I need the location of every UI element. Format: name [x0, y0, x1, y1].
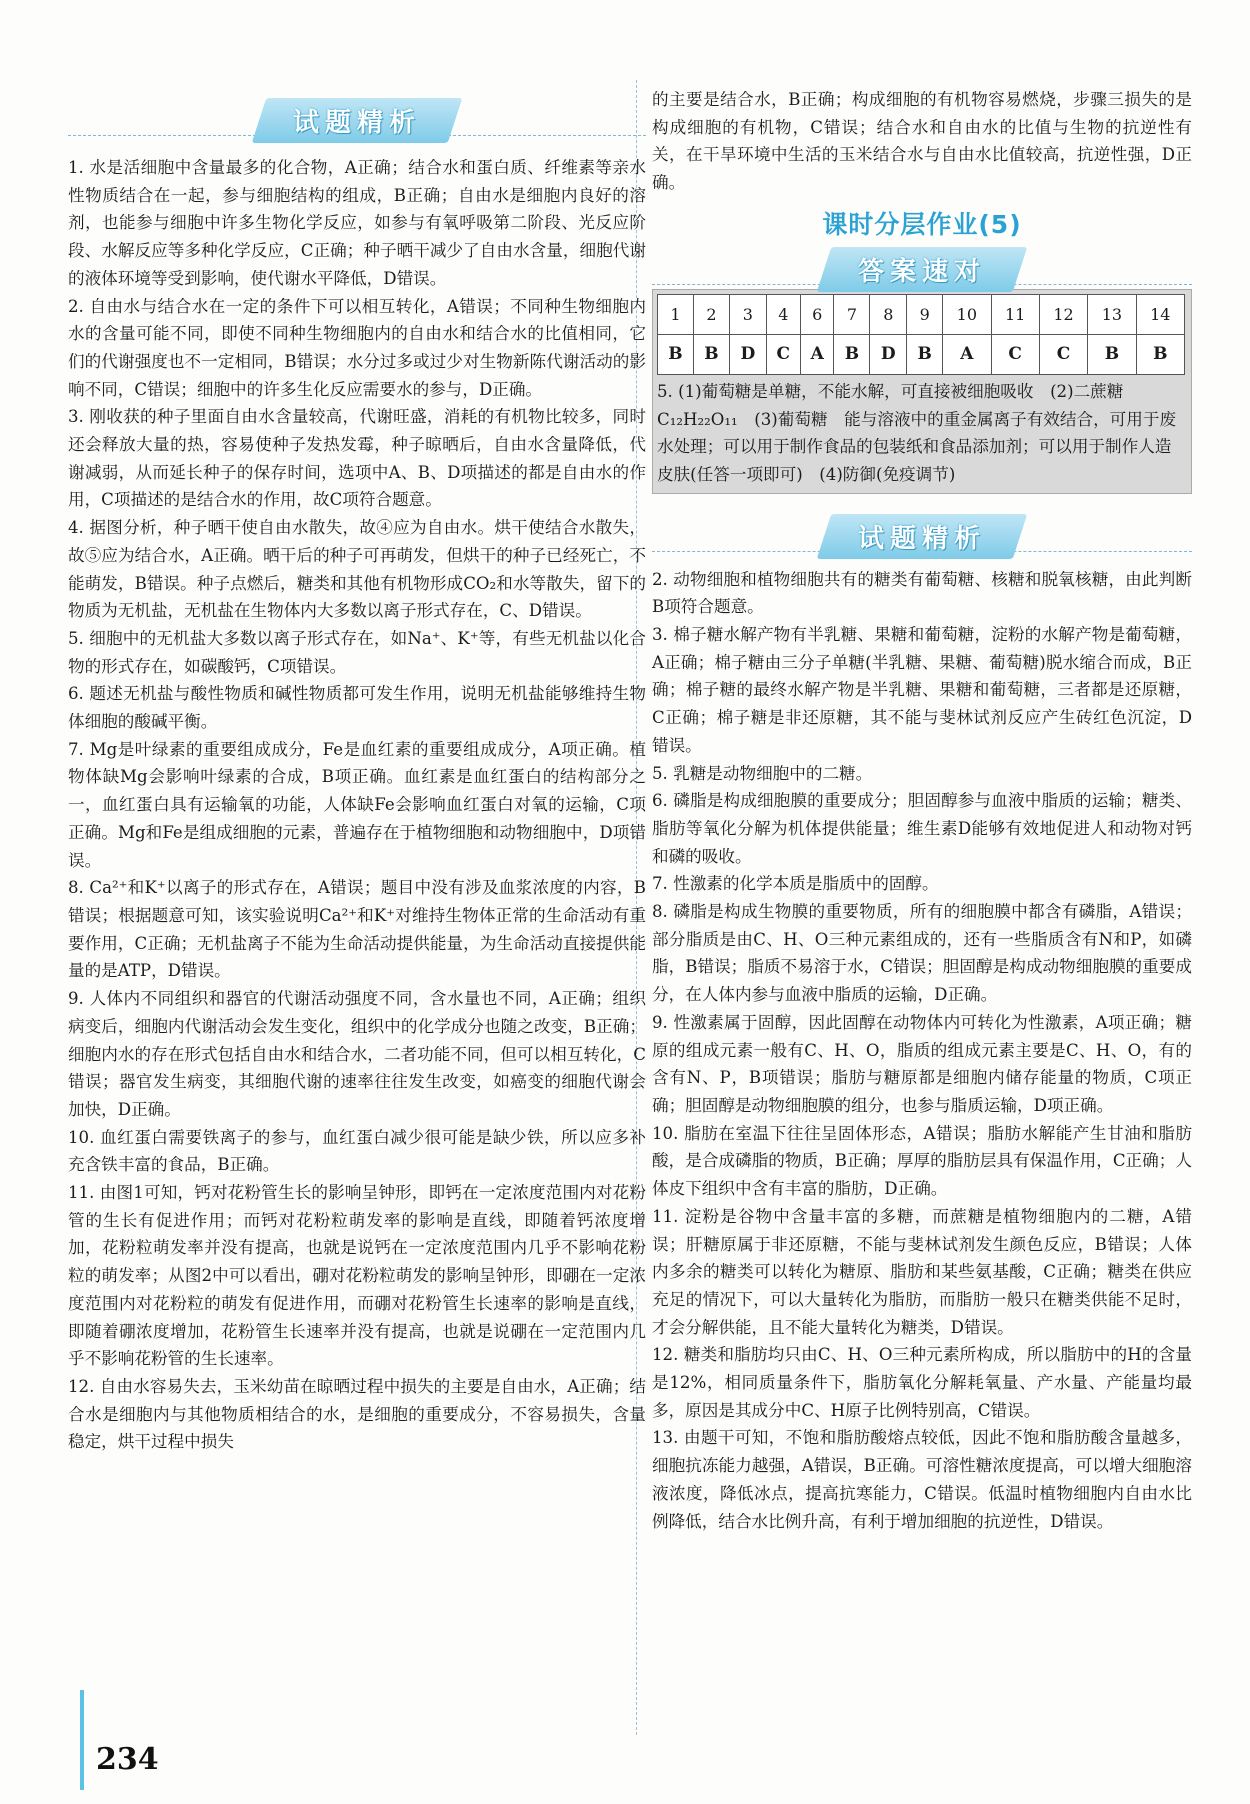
answer-letter: B: [1088, 334, 1136, 374]
page-number: 234: [96, 1742, 159, 1777]
answer-letter: A: [800, 334, 834, 374]
answer-number: 12: [1039, 294, 1087, 334]
explanation-item: 9. 性激素属于固醇，因此固醇在动物体内可转化为性激素，A项正确；糖原的组成元素一般有C、H、O，脂质的组成元素主要是C、H、O，有的含有N、P，B项错误；脂肪与糖原都是细胞内储存能量的物质，C项正确；胆固醇是动物细胞膜的组分，也参与脂质运输，D项正确。: [652, 1012, 1192, 1115]
answer-box: [652, 289, 1192, 494]
explanation-item: 5. 乳糖是动物细胞中的二糖。: [652, 763, 873, 783]
answer-letter: C: [766, 334, 800, 374]
answer-number: 6: [800, 294, 834, 334]
answer-letter: A: [943, 334, 991, 374]
explanation-item: 7. 性激素的化学本质是脂质中的固醇。: [652, 874, 939, 894]
explanation-item: 6. 磷脂是构成细胞膜的重要成分；胆固醇参与血液中脂质的运输；糖类、脂肪等氧化分解为机体提供能量；维生素D能够有效地促进人和动物对钙和磷的吸收。: [652, 791, 1192, 866]
section-heading-left: 试题精析: [292, 108, 421, 138]
answer-number: 8: [870, 294, 907, 334]
answer-number: 3: [729, 294, 766, 334]
right-column: [652, 0, 1192, 1535]
explanation-item: 5. 细胞中的无机盐大多数以离子形式存在，如Na⁺、K⁺等，有些无机盐以化合物的形式存在，如碳酸钙，C项错误。: [68, 628, 646, 676]
answer-number: 10: [943, 294, 991, 334]
answer-letter: B: [834, 334, 870, 374]
answer-number: 14: [1136, 294, 1184, 334]
answer-letter: C: [1039, 334, 1087, 374]
page-accent-bar: [80, 1690, 84, 1790]
explanation-item: 6. 题述无机盐与酸性物质和碱性物质都可发生作用，说明无机盐能够维持生物体细胞的酸碱平衡。: [68, 684, 646, 732]
explanation-item: 12. 自由水容易失去，玉米幼苗在晾晒过程中损失的主要是自由水，A正确；结合水是细胞内与其他物质相结合的水，是细胞的重要成分，不容易损失，含量稳定，烘干过程中损失: [68, 1376, 646, 1452]
answer-letter: D: [870, 334, 907, 374]
explanation-item: 13. 由题干可知，不饱和脂肪酸熔点较低，因此不饱和脂肪酸含量越多，细胞抗冻能力越强，A错误，B正确。可溶性糖浓度提高，可以增大细胞溶液浓度，降低冰点，提高抗寒能力，C错误。低温时植物细胞内自由水比例降低，结合水比例升高，有利于增加细胞的抗逆性，D错误。: [652, 1428, 1192, 1531]
section-heading-right: 试题精析: [857, 523, 986, 554]
section-banner-right: [652, 514, 1192, 556]
answer-number: 13: [1088, 294, 1136, 334]
answer-letter: B: [693, 334, 729, 374]
answer-letter: B: [907, 334, 943, 374]
answer-number: 1: [658, 294, 694, 334]
explanation-item: 3. 刚收获的种子里面自由水含量较高，代谢旺盛，消耗的有机物比较多，同时还会释放大量的热，容易使种子发热发霉，种子晾晒后，自由水含量降低，代谢减弱，从而延长种子的保存时间，选项中A、B、D项描述的都是自由水的作用，C项描述的是结合水的作用，故C项符合题意。: [68, 407, 646, 510]
explanation-item: 1. 水是活细胞中含量最多的化合物，A正确；结合水和蛋白质、纤维素等亲水性物质结合在一起，参与细胞结构的组成，B正确；自由水是细胞内良好的溶剂，也能参与细胞中许多生物化学反应，如参与有氧呼吸第二阶段、光反应阶段、水解反应等多种化学反应，C正确；种子晒干减少了自由水含量，细胞代谢的液体环境等受到影响，使代谢水平降低，D错误。: [68, 158, 646, 288]
explanation-item: 3. 棉子糖水解产物有半乳糖、果糖和葡萄糖，淀粉的水解产物是葡萄糖，A正确；棉子糖由三分子单糖(半乳糖、果糖、葡萄糖)脱水缩合而成，B正确；棉子糖的最终水解产物是半乳糖、果糖和葡萄糖，三者都是还原糖，C正确；棉子糖是非还原糖，其不能与斐林试剂反应产生砖红色沉淀，D错误。: [652, 625, 1192, 755]
lesson-title: 课时分层作业(5): [822, 209, 1022, 239]
answer-text: 5. (1)葡萄糖是单糖，不能水解，可直接被细胞吸收 (2)二蔗糖 C₁₂H₂₂O₁₁ (3)葡萄糖 能与溶液中的重金属离子有效结合，可用于废水处理；可以用于制作食品的包装纸和食品添加剂；可以用于制作人造皮肤(任答一项即可) (4)防御(免疫调节): [657, 381, 1177, 484]
answer-letter: D: [729, 334, 766, 374]
explanation-item: 2. 自由水与结合水在一定的条件下可以相互转化，A错误；不同种生物细胞内水的含量可能不同，即使不同种生物细胞内的自由水和结合水的比值相同，它们的代谢强度也不一定相同，B错误；水分过多或过少对生物新陈代谢活动的影响不同，C错误；细胞中的许多生化反应需要水的参与，D正确。: [68, 296, 646, 399]
explanation-item: 9. 人体内不同组织和器官的代谢活动强度不同，含水量也不同，A正确；组织病变后，细胞内代谢活动会发生变化，组织中的化学成分也随之改变，B正确；细胞内水的存在形式包括自由水和结合水，二者功能不同，但可以相互转化，C错误；器官发生病变，其细胞代谢的速率往往发生改变，如癌变的细胞代谢会加快，D正确。: [68, 989, 646, 1119]
answer-number: 2: [693, 294, 729, 334]
explanation-item: 7. Mg是叶绿素的重要组成成分，Fe是血红素的重要组成成分，A项正确。植物体缺Mg会影响叶绿素的合成，B项正确。血红素是血红蛋白的结构部分之一，血红蛋白具有运输氧的功能，人体缺Fe会影响血红蛋白对氧的运输，C项正确。Mg和Fe是组成细胞的元素，普遍存在于植物细胞和动物细胞中，D项错误。: [68, 739, 646, 870]
answer-banner: [652, 247, 1192, 289]
explanation-item: 4. 据图分析，种子晒干使自由水散失，故④应为自由水。烘干使结合水散失，故⑤应为结合水，A正确。晒干后的种子可再萌发，但烘干的种子已经死亡，不能萌发，B错误。种子点燃后，糖类和其他有机物形成CO₂和水等散失，留下的物质为无机盐，无机盐在生物体内大多数以离子形式存在，C、D错误。: [68, 518, 646, 621]
answer-number: 11: [991, 294, 1039, 334]
answer-number: 4: [766, 294, 800, 334]
answer-number: 7: [834, 294, 870, 334]
explanation-item: 10. 脂肪在室温下往往呈固体形态，A错误；脂肪水解能产生甘油和脂肪酸，是合成磷脂的物质，B正确；厚厚的脂肪层具有保温作用，C正确；人体皮下组织中含有丰富的脂肪，D正确。: [652, 1123, 1192, 1199]
continued-explanation: 的主要是结合水，B正确；构成细胞的有机物容易燃烧，步骤三损失的是构成细胞的有机物，C错误；结合水和自由水的比值与生物的抗逆性有关，在干旱环境中生活的玉米结合水与自由水比值较高，抗逆性强，D正确。: [652, 90, 1192, 193]
explanation-item: 10. 血红蛋白需要铁离子的参与，血红蛋白减少很可能是缺少铁，所以应多补充含铁丰富的食品，B正确。: [68, 1127, 646, 1175]
explanation-item: 8. Ca²⁺和K⁺以离子的形式存在，A错误；题目中没有涉及血浆浓度的内容，B错误；根据题意可知，该实验说明Ca²⁺和K⁺对维持生物体正常的生命活动有重要作用，C正确；无机盐离子不能为生命活动提供能量，为生命活动直接提供能量的是ATP，D错误。: [68, 878, 646, 981]
answer-number: 9: [907, 294, 943, 334]
section-banner-left: [68, 98, 646, 140]
explanation-item: 11. 由图1可知，钙对花粉管生长的影响呈钟形，即钙在一定浓度范围内对花粉管的生长有促进作用；而钙对花粉粒萌发率的影响是直线，即随着钙浓度增加，花粉粒萌发率并没有提高，也就是说钙在一定浓度范围内几乎不影响花粉粒的萌发率；从图2中可以看出，硼对花粉粒萌发的影响呈钟形，即硼在一定浓度范围内对花粉粒的萌发有促进作用，而硼对花粉管生长速率的影响是直线，即随着硼浓度增加，花粉管生长速率并没有提高，也就是说硼在一定范围内几乎不影响花粉管的生长速率。: [68, 1183, 646, 1369]
left-column: [68, 0, 646, 1456]
explanation-item: 12. 糖类和脂肪均只由C、H、O三种元素所构成，所以脂肪中的H的含量是12%，相同质量条件下，脂肪氧化分解耗氧量、产水量、产能量均最多，原因是其成分中C、H原子比例特别高，C错误。: [652, 1345, 1192, 1420]
answer-letter: B: [1136, 334, 1184, 374]
explanation-item: 8. 磷脂是构成生物膜的重要物质，所有的细胞膜中都含有磷脂，A错误；部分脂质是由C、H、O三种元素组成的，还有一些脂质含有N和P，如磷脂，B错误；脂质不易溶于水，C错误；胆固醇是构成动物细胞膜的重要成分，在人体内参与血液中脂质的运输，D正确。: [652, 902, 1192, 1005]
answer-table: [657, 294, 1185, 375]
answer-letter: B: [658, 334, 694, 374]
answer-letter: C: [991, 334, 1039, 374]
explanation-item: 11. 淀粉是谷物中含量丰富的多糖，而蔗糖是植物细胞内的二糖，A错误；肝糖原属于非还原糖，不能与斐林试剂发生颜色反应，B错误；人体内多余的糖类可以转化为糖原、脂肪和某些氨基酸，C正确；糖类在供应充足的情况下，可以大量转化为脂肪，而脂肪一般只在糖类供能不足时，才会分解供能，且不能大量转化为糖类，D错误。: [652, 1206, 1192, 1337]
answer-heading: 答案速对: [857, 256, 986, 287]
explanation-item: 2. 动物细胞和植物细胞共有的糖类有葡萄糖、核糖和脱氧核糖，由此判断B项符合题意。: [652, 569, 1192, 617]
